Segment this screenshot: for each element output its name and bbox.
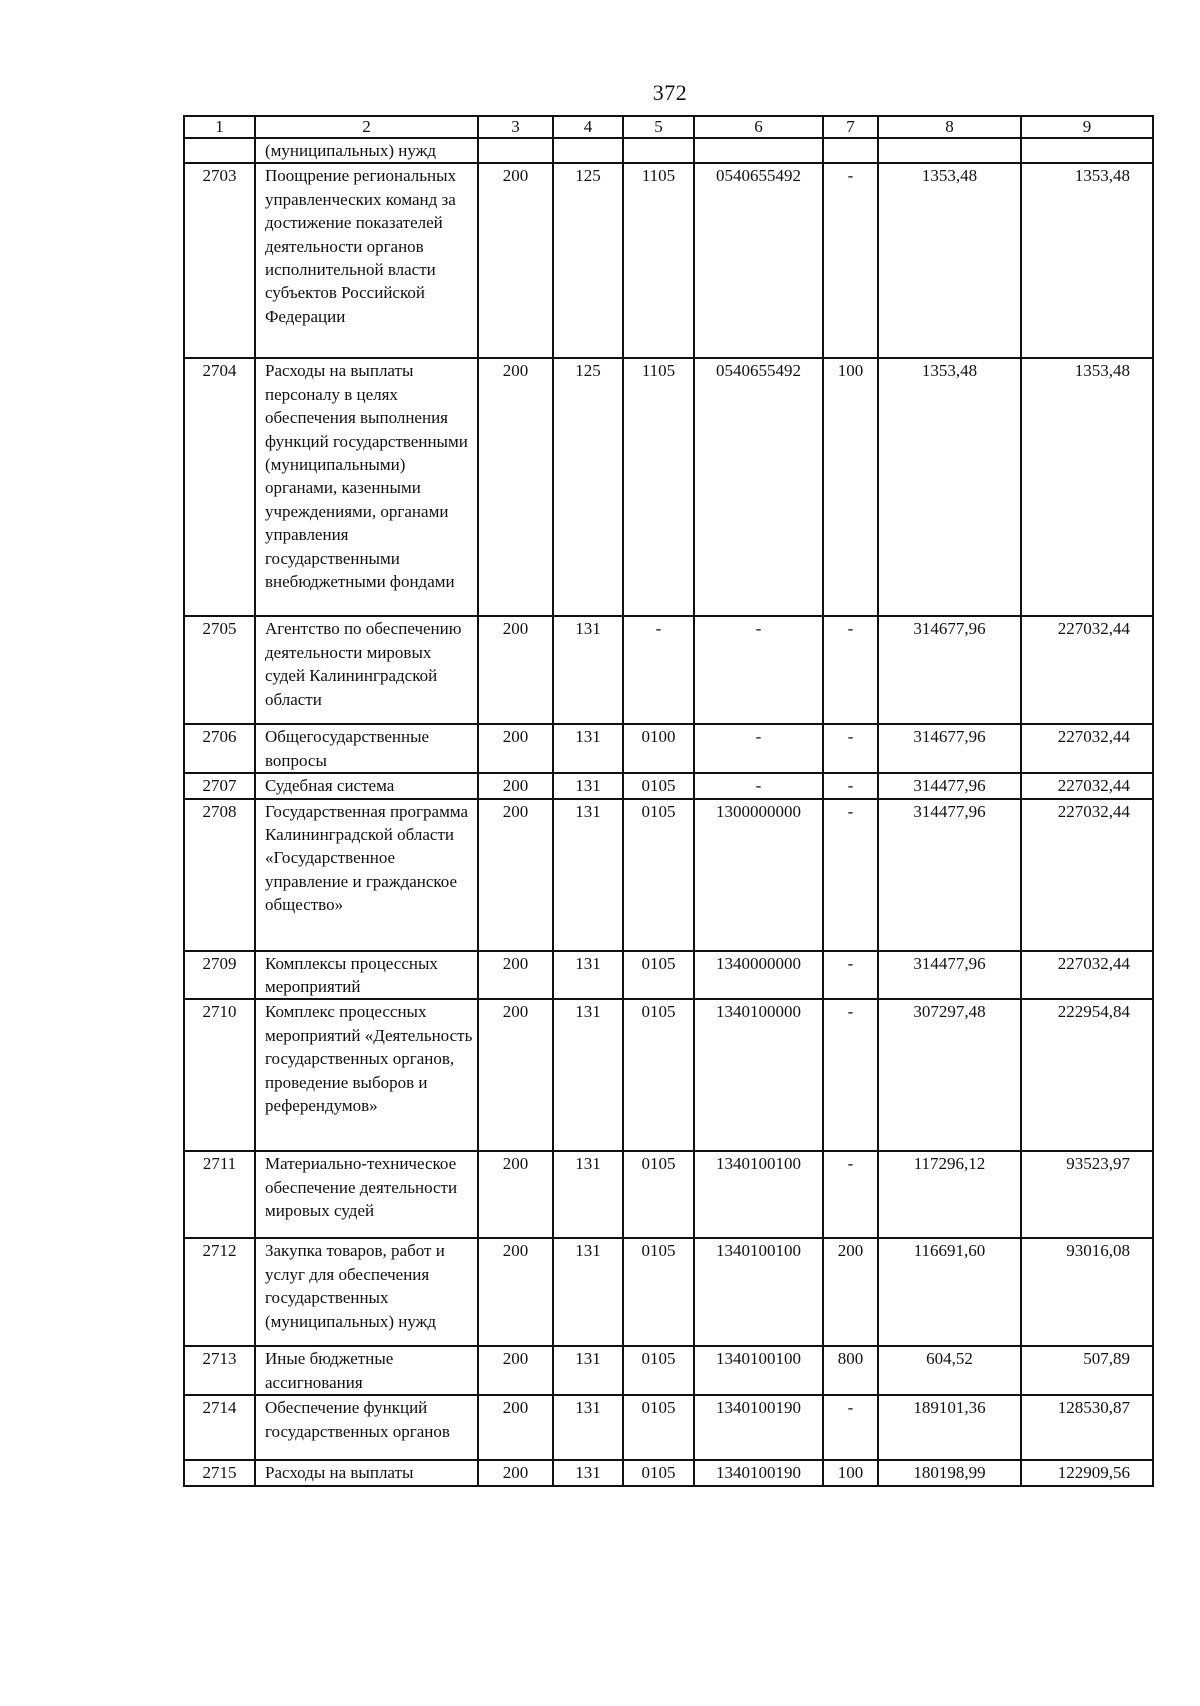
- amount-8: 180198,99: [878, 1460, 1021, 1485]
- code-6: 1340100100: [694, 1346, 823, 1395]
- code-7: -: [823, 773, 878, 798]
- code-3: 200: [478, 1460, 553, 1485]
- column-header: 3: [478, 116, 553, 138]
- code-3: 200: [478, 358, 553, 616]
- code-3: 200: [478, 1346, 553, 1395]
- code-3: 200: [478, 1151, 553, 1238]
- column-header: 4: [553, 116, 623, 138]
- expense-name: Закупка товаров, работ и услуг для обеспечения государственных (муниципальных) нужд: [255, 1238, 478, 1346]
- code-5: 0105: [623, 1151, 694, 1238]
- code-4: 125: [553, 163, 623, 358]
- code-3: 200: [478, 951, 553, 1000]
- code-4: 131: [553, 1395, 623, 1460]
- code-5: -: [623, 616, 694, 724]
- code-7: -: [823, 951, 878, 1000]
- code-4: 131: [553, 724, 623, 773]
- code-4: 131: [553, 616, 623, 724]
- expense-name: Поощрение региональных управленческих команд за достижение показателей деятельности органов исполнительной власти субъектов Российской Федерации: [255, 163, 478, 358]
- expense-name: Агентство по обеспечению деятельности мировых судей Калининградской области: [255, 616, 478, 724]
- row-number: 2708: [184, 799, 255, 951]
- row-number: 2711: [184, 1151, 255, 1238]
- row-number: 2707: [184, 773, 255, 798]
- amount-8: 314677,96: [878, 616, 1021, 724]
- code-6: -: [694, 616, 823, 724]
- code-7: 800: [823, 1346, 878, 1395]
- expense-name: Государственная программа Калининградской области «Государственное управление и гражданское общество»: [255, 799, 478, 951]
- amount-9: 93523,97: [1021, 1151, 1153, 1238]
- expense-name: Комплексы процессных мероприятий: [255, 951, 478, 1000]
- amount-9: 227032,44: [1021, 616, 1153, 724]
- amount-8: 1353,48: [878, 358, 1021, 616]
- amount-9: 93016,08: [1021, 1238, 1153, 1346]
- column-header: 5: [623, 116, 694, 138]
- table-row: [184, 799, 1153, 951]
- code-4: 131: [553, 1346, 623, 1395]
- code-5: 0105: [623, 951, 694, 1000]
- row-number: 2713: [184, 1346, 255, 1395]
- amount-9: 122909,56: [1021, 1460, 1153, 1485]
- code-3: 200: [478, 799, 553, 951]
- code-4: 131: [553, 1460, 623, 1485]
- column-header: 6: [694, 116, 823, 138]
- code-6: 1340100100: [694, 1238, 823, 1346]
- code-5: 0105: [623, 1238, 694, 1346]
- code-6: 1340100190: [694, 1460, 823, 1485]
- code-5: 0105: [623, 799, 694, 951]
- code-5: 0105: [623, 1460, 694, 1485]
- column-header: 7: [823, 116, 878, 138]
- row-number: 2705: [184, 616, 255, 724]
- code-4: 131: [553, 773, 623, 798]
- code-4: 131: [553, 951, 623, 1000]
- expense-name: Расходы на выплаты персоналу в целях обеспечения выполнения функций государственными (муниципальными) органами, казенными учреждениями, органами управления государственными внебюджетными фондами: [255, 358, 478, 616]
- row-number: 2712: [184, 1238, 255, 1346]
- header-row: [184, 116, 1153, 138]
- amount-8: 307297,48: [878, 999, 1021, 1151]
- code-5: 1105: [623, 358, 694, 616]
- amount-8: 314477,96: [878, 799, 1021, 951]
- table-row: [184, 1151, 1153, 1238]
- code-3: 200: [478, 999, 553, 1151]
- amount-8: 604,52: [878, 1346, 1021, 1395]
- amount-8: 314477,96: [878, 773, 1021, 798]
- code-3: 200: [478, 1238, 553, 1346]
- code-6: 1340100000: [694, 999, 823, 1151]
- code-6: -: [694, 773, 823, 798]
- table-row: [184, 1460, 1153, 1485]
- expense-name: Обеспечение функций государственных органов: [255, 1395, 478, 1460]
- expense-name: Общегосударственные вопросы: [255, 724, 478, 773]
- code-4: 131: [553, 1151, 623, 1238]
- table-row: [184, 1395, 1153, 1460]
- code-7: -: [823, 724, 878, 773]
- code-7: 100: [823, 1460, 878, 1485]
- amount-8: 189101,36: [878, 1395, 1021, 1460]
- code-5: 0105: [623, 1395, 694, 1460]
- code-6: -: [694, 724, 823, 773]
- table-row: [184, 616, 1153, 724]
- code-3: 200: [478, 616, 553, 724]
- code-6: 1340000000: [694, 951, 823, 1000]
- code-3: 200: [478, 724, 553, 773]
- continuation-text: (муниципальных) нужд: [255, 138, 478, 163]
- row-number: 2714: [184, 1395, 255, 1460]
- code-4: 131: [553, 999, 623, 1151]
- code-4: 131: [553, 1238, 623, 1346]
- code-7: -: [823, 999, 878, 1151]
- code-6: 1300000000: [694, 799, 823, 951]
- table-row: [184, 1238, 1153, 1346]
- row-number: 2706: [184, 724, 255, 773]
- amount-9: 227032,44: [1021, 799, 1153, 951]
- cell-number: [184, 138, 255, 163]
- code-6: 1340100190: [694, 1395, 823, 1460]
- code-7: -: [823, 799, 878, 951]
- table-row: [184, 163, 1153, 358]
- code-4: 131: [553, 799, 623, 951]
- table-row: [184, 724, 1153, 773]
- expense-name: Материально-техническое обеспечение деятельности мировых судей: [255, 1151, 478, 1238]
- code-5: 0105: [623, 1346, 694, 1395]
- row-number: 2703: [184, 163, 255, 358]
- table-row: [184, 1346, 1153, 1395]
- code-7: -: [823, 163, 878, 358]
- column-header: 9: [1021, 116, 1153, 138]
- amount-8: 1353,48: [878, 163, 1021, 358]
- code-5: 1105: [623, 163, 694, 358]
- expense-name: Комплекс процессных мероприятий «Деятельность государственных органов, проведение выборов и референдумов»: [255, 999, 478, 1151]
- amount-8: 314477,96: [878, 951, 1021, 1000]
- amount-9: 1353,48: [1021, 163, 1153, 358]
- code-3: 200: [478, 163, 553, 358]
- amount-9: 1353,48: [1021, 358, 1153, 616]
- expense-name: Расходы на выплаты: [255, 1460, 478, 1485]
- code-3: 200: [478, 1395, 553, 1460]
- code-7: -: [823, 616, 878, 724]
- code-7: -: [823, 1151, 878, 1238]
- amount-9: 128530,87: [1021, 1395, 1153, 1460]
- code-7: 100: [823, 358, 878, 616]
- table-row: [184, 773, 1153, 798]
- amount-9: 227032,44: [1021, 773, 1153, 798]
- code-6: 0540655492: [694, 163, 823, 358]
- row-number: 2715: [184, 1460, 255, 1485]
- column-header: 8: [878, 116, 1021, 138]
- code-6: 1340100100: [694, 1151, 823, 1238]
- continuation-row: [184, 138, 1153, 163]
- amount-9: 507,89: [1021, 1346, 1153, 1395]
- row-number: 2709: [184, 951, 255, 1000]
- row-number: 2710: [184, 999, 255, 1151]
- code-7: 200: [823, 1238, 878, 1346]
- amount-8: 314677,96: [878, 724, 1021, 773]
- column-header: 2: [255, 116, 478, 138]
- expense-name: Судебная система: [255, 773, 478, 798]
- table-row: [184, 999, 1153, 1151]
- code-6: 0540655492: [694, 358, 823, 616]
- code-4: 125: [553, 358, 623, 616]
- row-number: 2704: [184, 358, 255, 616]
- amount-8: 116691,60: [878, 1238, 1021, 1346]
- code-3: 200: [478, 773, 553, 798]
- code-5: 0105: [623, 773, 694, 798]
- table-row: [184, 358, 1153, 616]
- code-5: 0100: [623, 724, 694, 773]
- code-5: 0105: [623, 999, 694, 1151]
- amount-9: 222954,84: [1021, 999, 1153, 1151]
- expense-name: Иные бюджетные ассигнования: [255, 1346, 478, 1395]
- amount-9: 227032,44: [1021, 724, 1153, 773]
- column-header: 1: [184, 116, 255, 138]
- amount-8: 117296,12: [878, 1151, 1021, 1238]
- page-number: 372: [652, 80, 688, 105]
- amount-9: 227032,44: [1021, 951, 1153, 1000]
- budget-table: [183, 115, 1154, 1487]
- table-row: [184, 951, 1153, 1000]
- code-7: -: [823, 1395, 878, 1460]
